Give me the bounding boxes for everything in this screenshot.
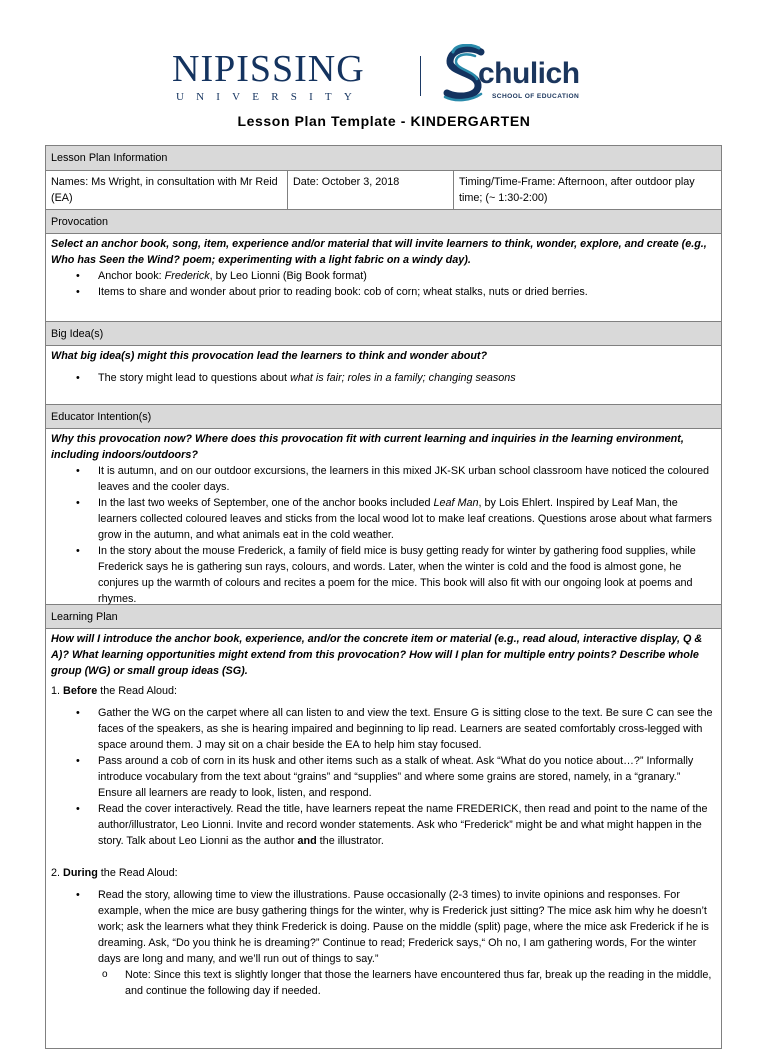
big-ideas-prompt: What big idea(s) might this provocation lead the learners to think and wonder about?: [51, 350, 488, 362]
names-cell: Names: Ms Wright, in consultation with Mr Reid (EA): [51, 176, 278, 204]
during-heading: 2. During the Read Aloud:: [51, 867, 178, 879]
intention-body: [46, 428, 721, 604]
before-list: [46, 705, 721, 849]
schulich-subtitle: SCHOOL OF EDUCATION: [492, 93, 580, 100]
during-sublist: [98, 967, 716, 999]
section-header-info: Lesson Plan Information: [46, 146, 721, 170]
provocation-list: [46, 268, 721, 300]
list-item: • Read the cover interactively. Read the title, have learners repeat the name FREDERICK, then read and point to the name of the author/illustrator, Leo Lionni. Invite and record wonder statements. Ask who “Frederick” might be and what might happen in the story. Talk about Leo Lionni as the author and the illustrator.: [98, 801, 716, 849]
list-item: • Read the story, allowing time to view the illustrations. Pause occasionally (2-3 times) to invite opinions and responses. For example, when the mice are busy gathering things for the winter, why is Frederick just sitting? The mice ask him why he doesn’t work; ask the learners what they think Frederick is doing. Pause on the middle (split) page, where the mice ask Frederick if he is dreaming. Ask, “Do you think he is dreaming?” Continue to read; Frederick says,“ Oh no, I am gathering words, For the winter days are long and many, and we’ll run out of things to say.” o Note: Since this text is slightly longer that those the learners have encountered thus far, break up the reading in the middle, and continue the following day if needed.: [98, 887, 716, 999]
nipissing-university: UNIVERSITY: [176, 91, 364, 103]
logo-divider: [420, 56, 421, 96]
list-item: • Gather the WG on the carpet where all can listen to and view the text. Ensure G is sitting close to the text. Be sure C can see the faces of the speakers, as she is hearing impaired and beginning to lip read. Learners are seated comfortably cross-legged with space around them. J may sit on a chair beside the EA to help him stay focused.: [98, 705, 716, 753]
learning-plan-body: [46, 628, 721, 1048]
provocation-body: [46, 233, 721, 321]
list-item: • The story might lead to questions about what is fair; roles in a family; changing seasons: [98, 370, 716, 386]
section-header-provocation: Provocation: [46, 209, 721, 233]
list-item: • Pass around a cob of corn in its husk and other items such as a stalk of wheat. Ask “What do you notice about…?” Informally introduce vocabulary from the text about “grains” and “supplies” and where some grains are stored, namely, in a “granary.” Ensure all learners are ready to look, listen, and respond.: [98, 753, 716, 801]
timing-cell: Timing/Time-Frame: Afternoon, after outdoor play time; (~ 1:30-2:00): [453, 171, 721, 209]
header-logos: [0, 40, 768, 110]
info-row: [46, 170, 721, 209]
intention-prompt: Why this provocation now? Where does this provocation fit with current learning and inquiries in the learning environment, including indoors/outdoors?: [51, 433, 684, 461]
list-item: • It is autumn, and on our outdoor excursions, the learners in this mixed JK-SK urban school classroom have noticed the coloured leaves and the cooler days.: [98, 463, 716, 495]
during-list: [46, 887, 721, 999]
book-title: Frederick: [164, 270, 210, 282]
list-item: • In the last two weeks of September, one of the anchor books included Leaf Man, by Lois Ehlert. Inspired by Leaf Man, the learners collected coloured leaves and sticks from the local wood lot to make leaf creations. Questions arose about what farmers grow in the autumn, and what animals eat in the cold weather.: [98, 495, 716, 543]
list-item: o Note: Since this text is slightly longer that those the learners have encountered thus far, break up the reading in the middle, and continue the following day if needed.: [125, 967, 716, 999]
learning-plan-prompt: How will I introduce the anchor book, experience, and/or the concrete item or material (e.g., read aloud, interactive display, Q & A)? What learning opportunities might extend from this provocation? How will I plan for multiple entry points? Describe whole group (WG) or small group ideas (SG).: [51, 633, 703, 677]
date-cell: Date: October 3, 2018: [287, 171, 453, 209]
list-item: • Anchor book: Frederick, by Leo Lionni (Big Book format): [98, 268, 716, 284]
before-heading: 1. Before the Read Aloud:: [51, 685, 178, 697]
provocation-prompt: Select an anchor book, song, item, experience and/or material that will invite learners to think, wonder, explore, and create (e.g., Who has Seen the Wind? poem; experimenting with a light fabric on a windy day).: [51, 238, 707, 266]
list-item: • In the story about the mouse Frederick, a family of field mice is busy getting ready for winter by gathering food supplies, while Frederick says he is gathering sun rays, colours, and words. Later, when the winter is cold and the food is almost gone, he conjures up the warmth of colours and recites a poem for the mice. This book will also fit with our ongoing look at poems and rhymes.: [98, 543, 716, 607]
big-ideas-body: [46, 345, 721, 404]
section-header-learning-plan: Learning Plan: [46, 604, 721, 628]
schulich-logo: [441, 44, 601, 104]
big-ideas-list: [46, 370, 721, 386]
document-title: Lesson Plan Template - KINDERGARTEN: [237, 113, 531, 129]
list-item: • Items to share and wonder about prior to reading book: cob of corn; wheat stalks, nuts or dried berries.: [98, 284, 716, 300]
schulich-name: chulich: [478, 57, 580, 90]
intention-list: [46, 463, 721, 607]
nipissing-name: NIPISSING: [172, 48, 365, 90]
section-header-big-ideas: Big Idea(s): [46, 321, 721, 345]
nipissing-logo: [172, 50, 397, 104]
section-header-intention: Educator Intention(s): [46, 404, 721, 428]
lesson-plan-table: [45, 145, 722, 1049]
